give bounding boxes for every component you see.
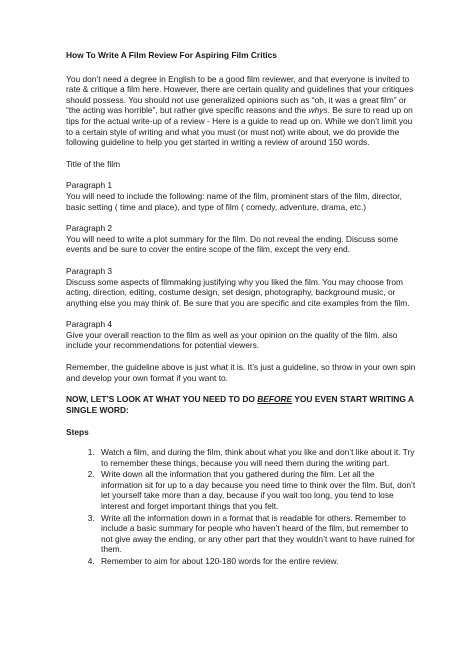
paragraph-4-heading: Paragraph 4 — [66, 319, 113, 330]
caps-heading-after: YOU EVEN START WRITING A SINGLE WORD: — [66, 394, 414, 415]
intro-emphasis: whys — [308, 105, 328, 116]
remember-paragraph: Remember, the guideline above is just what it is. It’s just a guideline, so throw in your own spin and develop your own format if you want to. — [66, 362, 416, 383]
paragraph-1-heading: Paragraph 1 — [66, 180, 113, 191]
step-item-1: 1. Watch a film, and during the film, think about what you like and don’t like about it. Try to remember these things, because you will need them during the writing part. — [97, 447, 416, 468]
intro-text-part1: You don’t need a degree in English to be a good film reviewer, and that everyone is invited to rate & critique a film here. However, there are certain quality and guidelines that your critiques should possess. You should not use generalized opinions such as “oh, it was a great film” or “the acting was horrible”, but rather give specific reasons and the — [66, 73, 414, 116]
paragraph-2-text: You will need to write a plot summary for the film. Do not reveal the ending. Discuss some events and be sure to cover the entire scope of the film, except the very end. — [66, 233, 399, 255]
step-item-4: 4. Remember to aim for about 120-180 words for the entire review. — [97, 556, 416, 567]
paragraph-2-section — [66, 223, 416, 255]
title-of-film-label: Title of the film — [66, 158, 121, 169]
paragraph-4-text: Give your overall reaction to the film as well as your opinion on the quality of the film. also include your recommendations for potential viewers. — [66, 329, 398, 351]
document-title: How To Write A Film Review For Aspiring Film Critics — [66, 50, 277, 60]
paragraph-1-section — [66, 180, 416, 212]
before-you-start-heading — [66, 394, 416, 415]
step-item-2: 2. Write down all the information that you gathered during the film. Let all the information sit for up to a day because you need time to think over the film. But, don’t let yourself take more than a day, because if you wait too long, you tend to lose interest and forget important things that you felt. — [97, 469, 416, 511]
paragraph-4-section — [66, 319, 416, 351]
paragraph-2-heading: Paragraph 2 — [66, 223, 113, 234]
intro-text-part2: . Be sure to read up on tips for the actual write-up of a review - Here is a guide to read up on. While we don’t limit you to a certain style of writing and what you must (or must not) write about, we do provide the following guideline to help you get started in writing a review of around 150 words. — [66, 105, 413, 148]
paragraph-1-text: You will need to include the following: name of the film, prominent stars of the film, director, basic setting ( time and place), and type of film ( comedy, adventure, drama, etc.) — [66, 190, 402, 212]
document-body — [66, 50, 416, 568]
caps-heading-emphasis: BEFORE — [257, 394, 293, 405]
intro-paragraph — [66, 74, 416, 148]
caps-heading-before: NOW, LET’S LOOK AT WHAT YOU NEED TO DO — [66, 394, 258, 405]
paragraph-3-text: Discuss some aspects of filmmaking justifying why you liked the film. You may choose from acting, direction, editing, costume design, set design, photography, background music, or anything else you may think of. Be sure that you are specific and cite examples from the film. — [66, 276, 410, 308]
steps-heading: Steps — [66, 427, 89, 438]
paragraph-3-section — [66, 266, 416, 308]
paragraph-3-heading: Paragraph 3 — [66, 265, 113, 276]
step-item-3: 3. Write all the information down in a format that is readable for others. Remember to include a basic summary for people who haven’t heard of the film, but remember to not give away the ending, or any other part that they wouldn’t want to have ruined for them. — [97, 513, 416, 555]
steps-list — [66, 447, 416, 567]
